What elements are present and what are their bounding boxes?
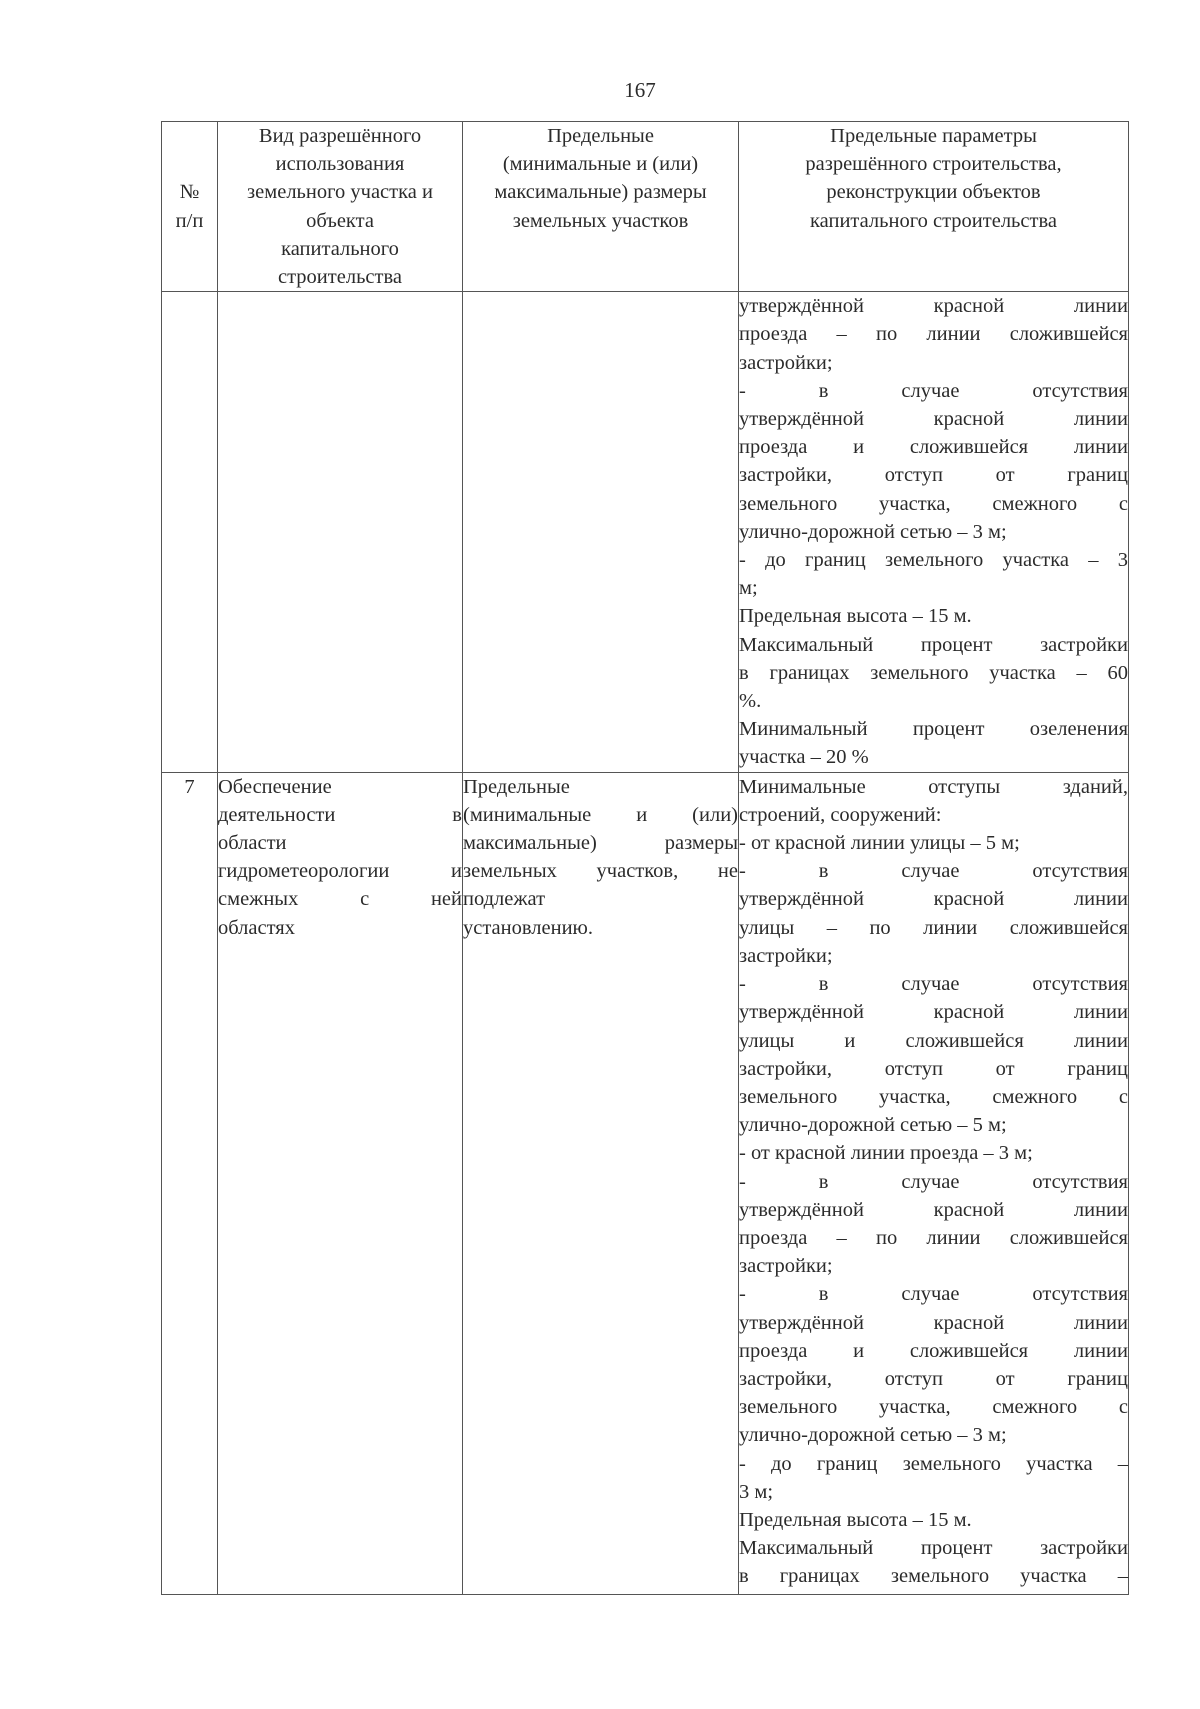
text-line: земельного участка и xyxy=(247,181,433,204)
text-line: Вид разрешённого xyxy=(258,125,422,147)
text-line: - в случае отсутствия xyxy=(739,860,1128,883)
table-row xyxy=(162,772,1129,1594)
text-line: утверждённой красной линии xyxy=(739,408,1128,431)
text-line: Предельная высота – 15 м. xyxy=(739,1508,972,1531)
text-line: капитального xyxy=(281,237,399,260)
text-line: смежных с ней xyxy=(218,888,462,911)
row-plot-sizes xyxy=(463,772,739,1594)
row-number xyxy=(162,292,218,772)
text-line: застройки; xyxy=(739,351,833,374)
text-line: Максимальный процент застройки xyxy=(739,1537,1128,1560)
text-line: земельного участка, смежного с xyxy=(739,1396,1128,1419)
text-line: утверждённой красной линии xyxy=(739,1311,1128,1334)
text-line: строительства xyxy=(278,266,402,289)
text-line: деятельности в xyxy=(218,803,462,826)
text-line: в границах земельного участка – 60 xyxy=(739,661,1128,684)
text-line: области xyxy=(218,832,287,855)
text-line: - в случае отсутствия xyxy=(739,1170,1128,1193)
text-line: в границах земельного участка – xyxy=(739,1565,1128,1588)
text-line: установлению. xyxy=(463,916,593,939)
header-plot-sizes xyxy=(463,122,739,292)
text-line: Предельные xyxy=(547,125,654,147)
text-line: - в случае отсутствия xyxy=(739,973,1128,996)
text-line: проезда – по линии сложившейся xyxy=(739,1226,1128,1249)
text-line: улично-дорожной сетью – 5 м; xyxy=(739,1114,1007,1137)
text-line: разрешённого строительства, xyxy=(805,153,1062,176)
header-use-kind xyxy=(218,122,463,292)
text-line: гидрометеорологии и xyxy=(218,860,462,883)
text-line: проезда и сложившейся линии xyxy=(739,436,1128,459)
text-line: - до границ земельного участка – 3 xyxy=(739,549,1128,572)
text-line: улично-дорожной сетью – 3 м; xyxy=(739,1424,1007,1447)
text-line: застройки; xyxy=(739,1255,833,1278)
text-line: утверждённой красной линии xyxy=(739,295,1128,318)
text-line: проезда – по линии сложившейся xyxy=(739,323,1128,346)
text-line: - от красной линии улицы – 5 м; xyxy=(739,832,1020,855)
table-row xyxy=(162,292,1129,772)
text-line: %. xyxy=(739,690,762,713)
text-line: Предельные параметры xyxy=(830,125,1037,147)
text-line: областях xyxy=(218,916,295,939)
row-number: 7 xyxy=(162,772,218,1594)
header-number xyxy=(162,122,218,292)
row-plot-sizes xyxy=(463,292,739,772)
text-line: подлежат xyxy=(463,888,546,911)
row-use-kind xyxy=(218,292,463,772)
text-line: утверждённой красной линии xyxy=(739,888,1128,911)
text-line: застройки, отступ от границ xyxy=(739,464,1128,487)
header-build-params xyxy=(739,122,1129,292)
text-line: максимальные) размеры xyxy=(494,181,707,204)
row-build-params xyxy=(739,292,1129,772)
text-line: застройки, отступ от границ xyxy=(739,1367,1128,1390)
row-build-params xyxy=(739,772,1129,1594)
text-line: Предельные xyxy=(463,775,570,798)
text-line: участка – 20 % xyxy=(739,746,869,769)
text-line: (минимальные и (или) xyxy=(463,803,738,826)
text-line: Предельная высота – 15 м. xyxy=(739,605,972,628)
text-line: использования xyxy=(275,153,405,176)
text-line: (минимальные и (или) xyxy=(502,153,699,176)
text-line: максимальные) размеры xyxy=(463,832,738,855)
text-line: земельных участков, не xyxy=(463,860,738,883)
page-number: 167 xyxy=(624,78,656,102)
text-line: земельного участка, смежного с xyxy=(739,1085,1128,1108)
text-line: Обеспечение xyxy=(218,775,332,798)
text-line: Минимальные отступы зданий, xyxy=(739,775,1128,798)
text-line: утверждённой красной линии xyxy=(739,1001,1128,1024)
text-line: улицы и сложившейся линии xyxy=(739,1029,1128,1052)
text-line: № xyxy=(179,181,200,204)
text-line: п/п xyxy=(175,209,204,232)
text-line: Максимальный процент застройки xyxy=(739,633,1128,656)
regulations-table xyxy=(161,121,1129,1595)
text-line: застройки, отступ от границ xyxy=(739,1057,1128,1080)
text-line: 3 м; xyxy=(739,1480,774,1503)
text-line: улично-дорожной сетью – 3 м; xyxy=(739,520,1007,543)
text-line: капитального строительства xyxy=(810,209,1057,232)
text-line: Минимальный процент озеленения xyxy=(739,718,1128,741)
text-line: застройки; xyxy=(739,944,833,967)
text-line: - до границ земельного участка – xyxy=(739,1452,1128,1475)
text-line: м; xyxy=(739,577,758,600)
text-line: - в случае отсутствия xyxy=(739,1283,1128,1306)
text-line: проезда и сложившейся линии xyxy=(739,1339,1128,1362)
text-line: утверждённой красной линии xyxy=(739,1198,1128,1221)
table-header-row xyxy=(162,122,1129,292)
text-line: земельного участка, смежного с xyxy=(739,492,1128,515)
text-line: земельных участков xyxy=(512,209,689,232)
text-line: - в случае отсутствия xyxy=(739,379,1128,402)
text-line: строений, сооружений: xyxy=(739,803,942,826)
row-use-kind xyxy=(218,772,463,1594)
text-line: - от красной линии проезда – 3 м; xyxy=(739,1142,1033,1165)
text-line: объекта xyxy=(306,209,374,232)
text-line: реконструкции объектов xyxy=(826,181,1041,204)
text-line: улицы – по линии сложившейся xyxy=(739,916,1128,939)
